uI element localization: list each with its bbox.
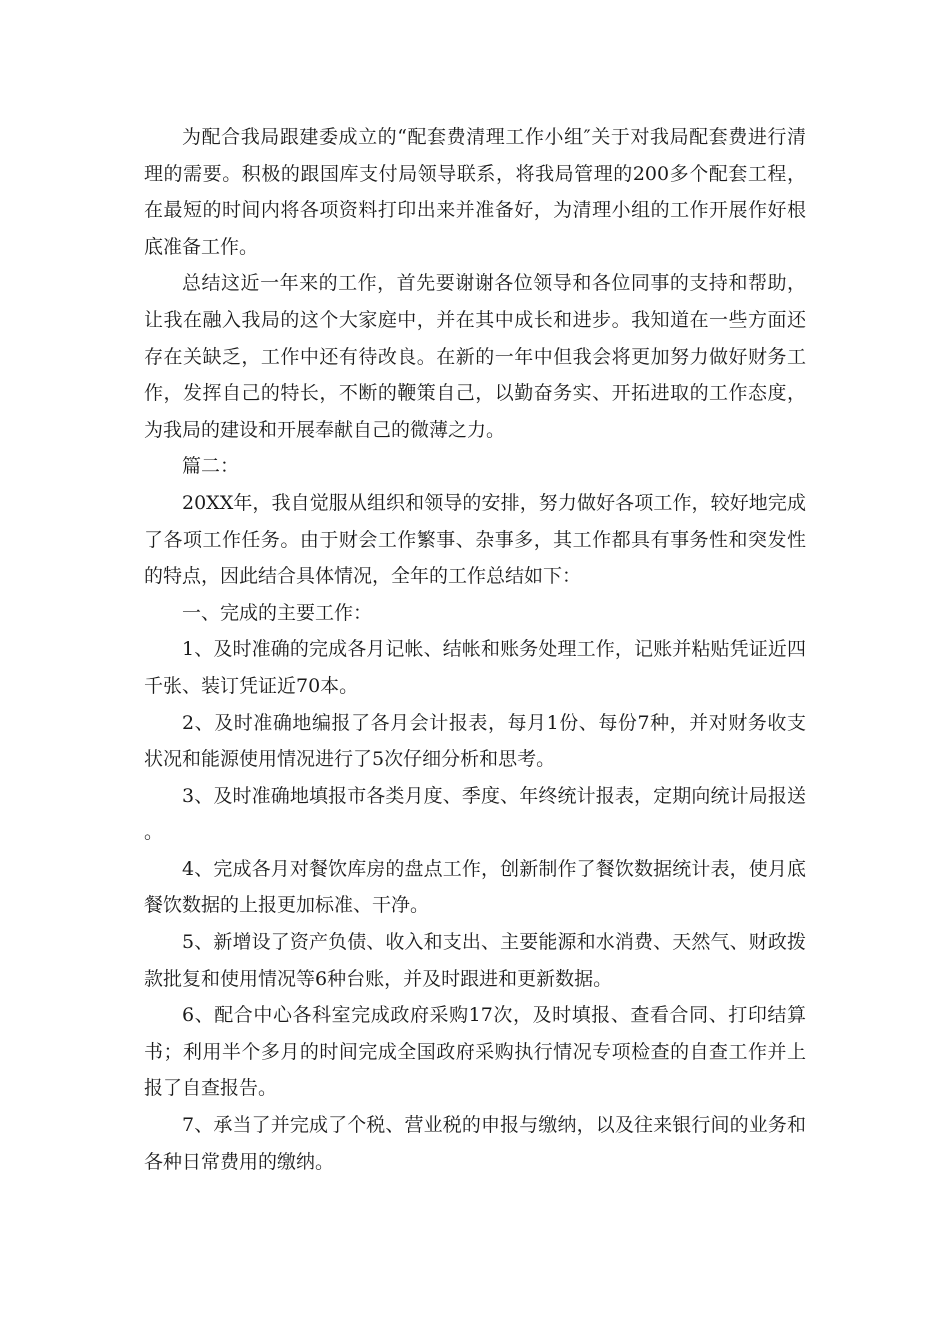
document-body [144,119,806,1180]
section-heading-main-work: 一、完成的主要工作： [182,601,373,624]
section-heading-part-two: 篇二： [182,455,240,478]
paragraph-intro-20xx: 20XX年，我自觉服从组织和领导的安排，努力做好各项工作，较好地完成了各项工作任务。由于财会工作繁事、杂事多，其工作都具有事务性和突发性的特点，因此结合具体情况，全年的工作总结如下： [144,491,806,588]
list-item-5: 5、新增设了资产负债、收入和支出、主要能源和水消费、天然气、财政拨款批复和使用情况等6种台账，并及时跟进和更新数据。 [144,931,806,990]
list-item-4: 4、完成各月对餐饮库房的盘点工作，创新制作了餐饮数据统计表，使月底餐饮数据的上报更加标准、干净。 [144,857,806,917]
paragraph-cleanup-support: 为配合我局跟建委成立的“配套费清理工作小组″关于对我局配套费进行清理的需要。积极的跟国库支付局领导联系，将我局管理的200多个配套工程，在最短的时间内将各项资料打印出来并准备好，为清理小组的工作开展作好根底准备工作。 [144,126,806,258]
list-item-7: 7、承当了并完成了个税、营业税的申报与缴纳，以及往来银行间的业务和各种日常费用的缴纳。 [144,1114,806,1173]
list-item-3: 3、及时准确地填报市各类月度、季度、年终统计报表，定期向统计局报送。 [144,784,806,844]
paragraph-year-summary: 总结这近一年来的工作，首先要谢谢各位领导和各位同事的支持和帮助，让我在融入我局的这个大家庭中，并在其中成长和进步。我知道在一些方面还存在关缺乏，工作中还有待改良。在新的一年中但我会将更加努力做好财务工作，发挥自己的特长，不断的鞭策自己，以勤奋务实、开拓进取的工作态度，为我局的建设和开展奉献自己的微薄之力。 [144,272,806,441]
list-item-6: 6、配合中心各科室完成政府采购17次，及时填报、查看合同、打印结算书；利用半个多月的时间完成全国政府采购执行情况专项检查的自查工作并上报了自查报告。 [144,1004,806,1100]
list-item-2: 2、及时准确地编报了各月会计报表，每月1份、每份7种，并对财务收支状况和能源使用情况进行了5次仔细分析和思考。 [144,711,806,771]
list-item-1: 1、及时准确的完成各月记帐、结帐和账务处理工作，记账并粘贴凭证近四千张、装订凭证近70本。 [144,638,806,697]
